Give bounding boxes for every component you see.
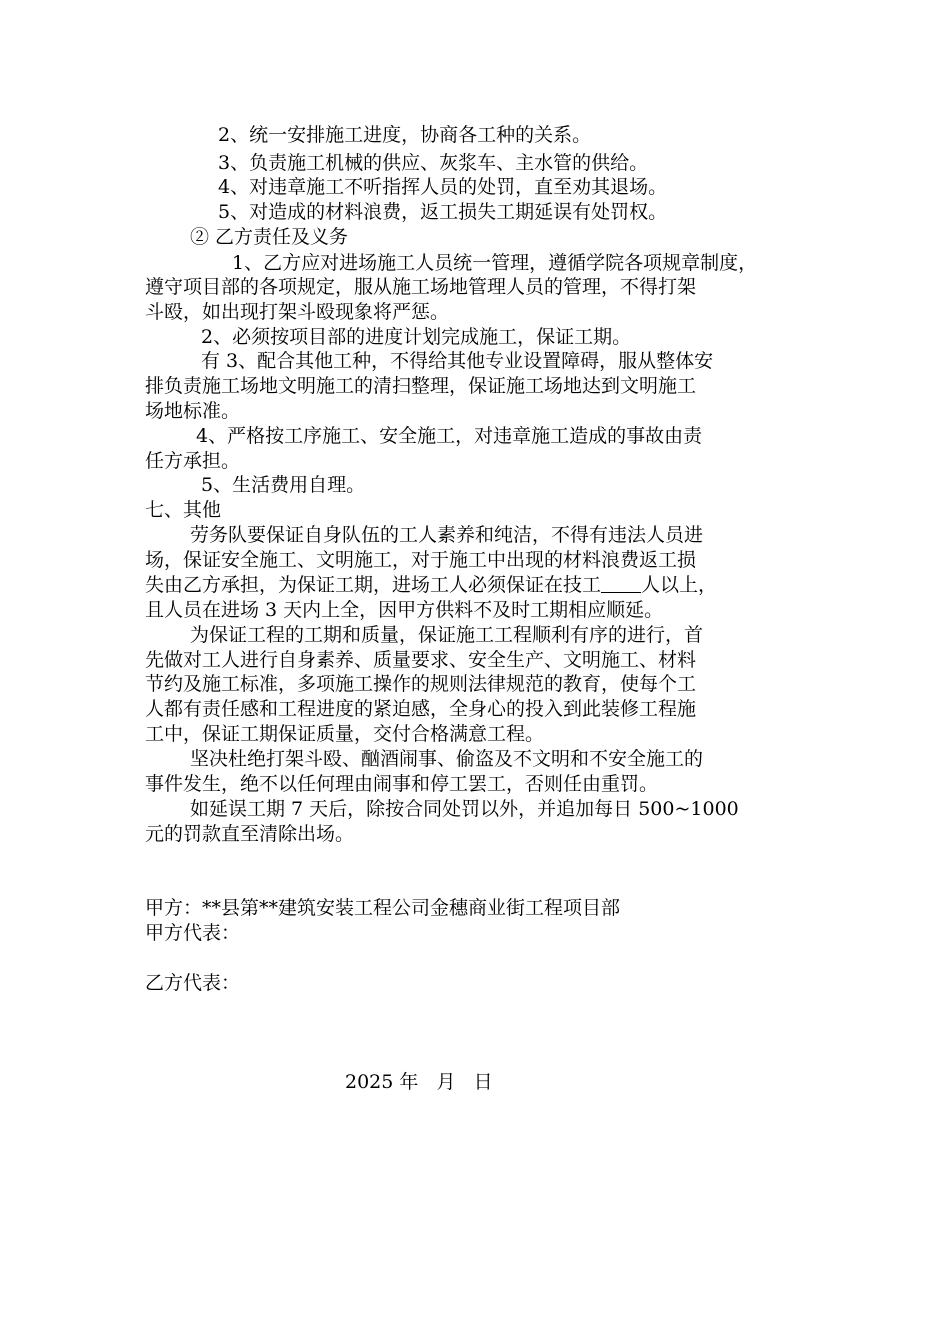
jia-duty-5: 5、对造成的材料浪费，返工损失工期延误有处罚权。	[218, 201, 668, 223]
other-para-1-line-4: 且人员在进场 3 天内上全，因甲方供料不及时工期相应顺延。	[145, 599, 664, 621]
yi-duty-4-line-2: 任方承担。	[145, 450, 241, 472]
yi-duty-5: 5、生活费用自理。	[201, 474, 366, 496]
yi-duty-4-line-1: 4、严格按工序施工、安全施工，对违章施工造成的事故由责	[196, 425, 703, 447]
other-para-2-line-2: 先做对工人进行自身素养、质量要求、安全生产、文明施工、材料	[145, 649, 697, 671]
jia-duty-3: 3、负责施工机械的供应、灰浆车、主水管的供给。	[218, 152, 649, 174]
other-section-heading: 七、其他	[145, 499, 222, 521]
blank-underline	[601, 574, 641, 593]
other-para-3-line-2: 事件发生，绝不以任何理由闹事和停工罢工，否则任由重罚。	[145, 773, 659, 795]
yi-duty-1-line-1: 1、乙方应对进场施工人员统一管理，遵循学院各项规章制度，	[232, 252, 758, 274]
party-a-name: 甲方：**县第**建筑安装工程公司金穗商业街工程项目部	[145, 897, 621, 919]
yi-duty-3-line-3: 场地标准。	[145, 400, 241, 422]
other-para-4-line-1: 如延误工期 7 天后，除按合同处罚以外，并追加每日 500~1000	[190, 798, 739, 820]
other-para-3-line-1: 坚决杜绝打架斗殴、酗酒闹事、偷盗及不文明和不安全施工的	[190, 748, 704, 770]
other-para-2-line-3: 节约及施工标准，多项施工操作的规则法律规范的教育，使每个工	[145, 673, 697, 695]
other-para-1-line-3-text: 失由乙方承担，为保证工期，进场工人必须保证在技工	[145, 574, 602, 596]
other-para-1-line-3-tail: 人以上，	[641, 574, 718, 596]
yi-duty-2: 2、必须按项目部的进度计划完成施工，保证工期。	[201, 326, 632, 348]
party-a-representative: 甲方代表：	[145, 922, 241, 944]
other-para-2-line-1: 为保证工程的工期和质量，保证施工工程顺利有序的进行，首	[190, 624, 704, 646]
yi-section-heading: ② 乙方责任及义务	[190, 226, 349, 248]
signing-date: 2025 年 月 日	[345, 1071, 493, 1093]
other-para-1-line-2: 场，保证安全施工、文明施工，对于施工中出现的材料浪费返工损	[145, 549, 697, 571]
other-para-1-line-3	[145, 573, 717, 597]
jia-duty-4: 4、对违章施工不听指挥人员的处罚，直至劝其退场。	[218, 176, 668, 198]
yi-duty-1-line-2: 遵守项目部的各项规定，服从施工场地管理人员的管理，不得打架	[145, 276, 697, 298]
yi-duty-3-line-2: 排负责施工场地文明施工的清扫整理，保证施工场地达到文明施工	[145, 375, 697, 397]
party-b-representative: 乙方代表：	[145, 972, 241, 994]
other-para-4-line-2: 元的罚款直至清除出场。	[145, 823, 355, 845]
other-para-1-line-1: 劳务队要保证自身队伍的工人素养和纯洁，不得有违法人员进	[190, 524, 704, 546]
other-para-2-line-4: 人都有责任感和工程进度的紧迫感，全身心的投入到此装修工程施	[145, 698, 697, 720]
yi-duty-3-line-1: 有 3、配合其他工种，不得给其他专业设置障碍，服从整体安	[201, 350, 714, 372]
other-para-2-line-5: 工中，保证工期保证质量，交付合格满意工程。	[145, 723, 545, 745]
yi-duty-1-line-3: 斗殴，如出现打架斗殴现象将严惩。	[145, 301, 450, 323]
jia-duty-2: 2、统一安排施工进度，协商各工种的关系。	[218, 124, 592, 146]
